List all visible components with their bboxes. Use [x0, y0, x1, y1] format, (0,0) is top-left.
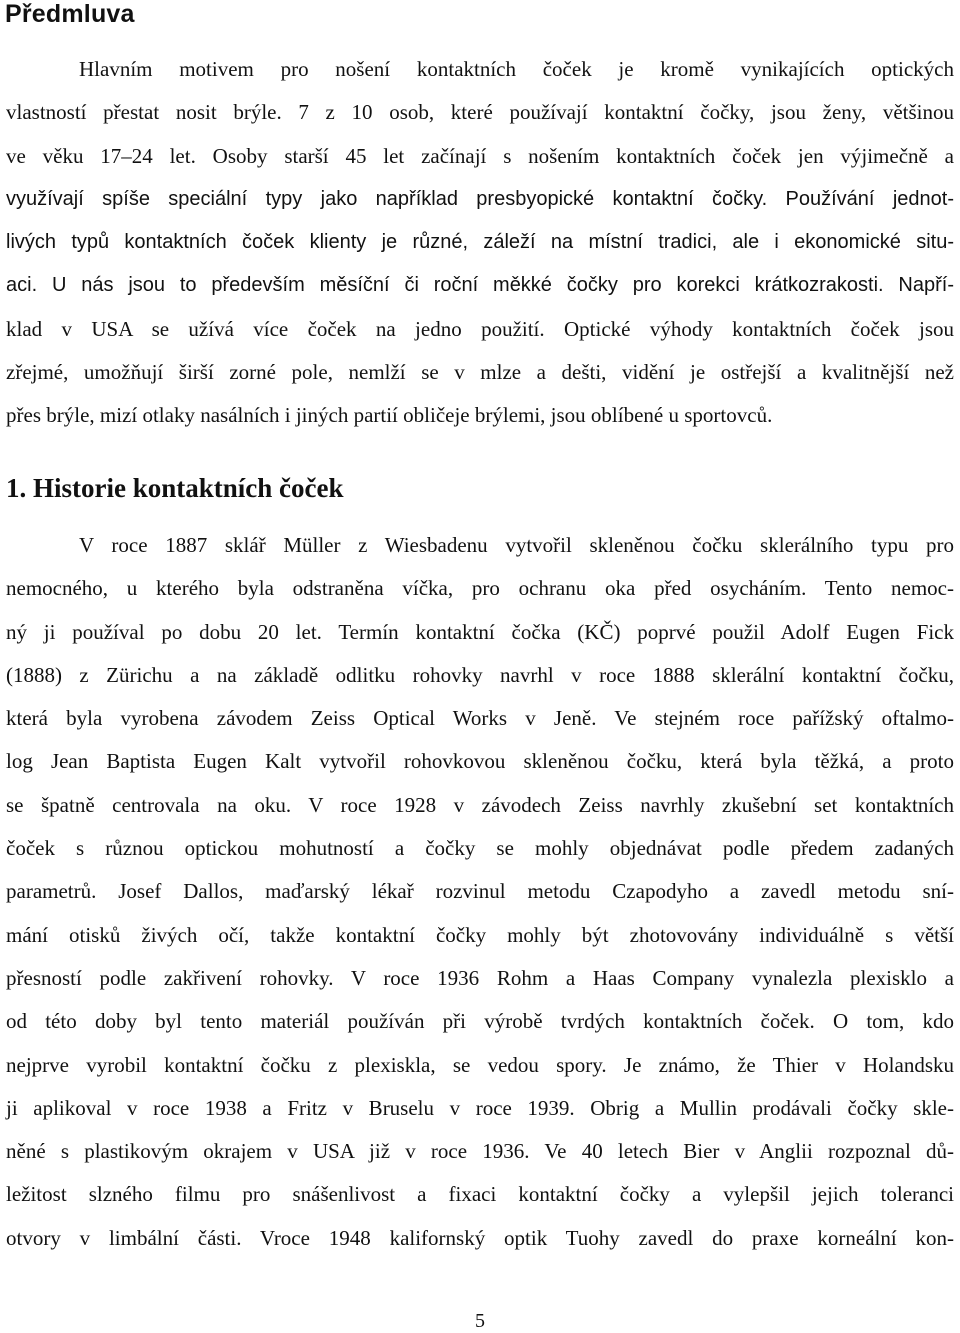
text-line: aci. U nás jsou to především měsíční či roční měkké čočky pro korekci krátkozrakosti. Napří- — [6, 274, 954, 297]
text-line: mání otisků živých očí, takže kontaktní čočky mohly být zhotovovány individuálně s větší — [6, 922, 954, 947]
text-line: V roce 1887 sklář Müller z Wiesbadenu vytvořil skleněnou čočku sklerálního typu pro — [79, 533, 954, 557]
text-line: zřejmé, umožňují širší zorné pole, nemlží se v mlze a dešti, vidění je ostřejší a kvalitnější než — [6, 360, 954, 385]
text-line: čoček s různou optickou mohutností a čočky se mohly objednávat podle předem zadaných — [6, 836, 954, 861]
text-line: ve věku 17–24 let. Osoby starší 45 let začínají s nošením kontaktních čoček jen výjimečně a — [6, 143, 954, 168]
text-line: ležitost slzného filmu pro snášenlivost a fixaci kontaktní čočky a vylepšil jejich toleranci — [6, 1182, 954, 1207]
text-line: klad v USA se užívá více čoček na jedno použití. Optické výhody kontaktních čoček jsou — [6, 316, 954, 341]
text-line: něné s plastikovým okrajem v USA již v roce 1936. Ve 40 letech Bier v Anglii rozpoznal dů- — [6, 1139, 954, 1164]
text-line: která byla vyrobena závodem Zeiss Optical Works v Jeně. Ve stejném roce pařížský oftalmo- — [6, 706, 954, 731]
text-line: ný ji používal po dobu 20 let. Termín kontaktní čočka (KČ) poprvé použil Adolf Eugen Fick — [6, 619, 954, 644]
history-heading: 1. Historie kontaktních čoček — [6, 473, 344, 503]
text-line: Hlavním motivem pro nošení kontaktních čoček je kromě vynikajících optických — [79, 57, 954, 81]
preface-paragraph — [6, 48, 954, 438]
page-number: 5 — [475, 1310, 485, 1332]
text-line: parametrů. Josef Dallos, maďarský lékař rozvinul metodu Czapodyho a zavedl metodu sní- — [6, 879, 954, 904]
text-line: ji aplikoval v roce 1938 a Fritz v Bruselu v roce 1939. Obrig a Mullin prodávali čočky skle- — [6, 1095, 954, 1120]
text-line: se špatně centrovala na oku. V roce 1928 v závodech Zeiss navrhly zkušební set kontaktních — [6, 792, 954, 817]
text-line: od této doby byl tento materiál používán při výrobě tvrdých kontaktních čoček. O tom, kdo — [6, 1009, 954, 1034]
text-line: nejprve vyrobil kontaktní čočku z plexiskla, se vedou spory. Je známo, že Thier v Holandsku — [6, 1052, 954, 1077]
text-line: log Jean Baptista Eugen Kalt vytvořil rohovkovou skleněnou čočku, která byla těžká, a proto — [6, 749, 954, 774]
text-line: otvory v limbální části. Vroce 1948 kalifornský optik Tuohy zavedl do praxe korneální kon- — [6, 1225, 954, 1250]
text-line: využívají spíše speciální typy jako například presbyopické kontaktní čočky. Používání jednot- — [6, 187, 954, 210]
text-line: nemocného, u kterého byla odstraněna víčka, pro ochranu oka před osycháním. Tento nemoc- — [6, 576, 954, 601]
text-line: přes brýle, mizí otlaky nasálních i jiných partií obličeje brýlemi, jsou oblíbené u sportovců. — [6, 403, 773, 428]
text-line: vlastností přestat nosit brýle. 7 z 10 osob, které používají kontaktní čočky, jsou ženy, většinou — [6, 100, 954, 125]
text-line: přesností podle zakřivení rohovky. V roce 1936 Rohm a Haas Company vynalezla plexisklo a — [6, 965, 954, 990]
history-paragraph — [6, 524, 954, 1260]
preface-heading: Předmluva — [5, 0, 135, 28]
text-line: (1888) z Zürichu a na základě odlitku rohovky navrhl v roce 1888 sklerální kontaktní čočku, — [6, 662, 954, 687]
text-line: livých typů kontaktních čoček klienty je různé, záleží na místní tradici, ale i ekonomické situ- — [6, 231, 954, 254]
